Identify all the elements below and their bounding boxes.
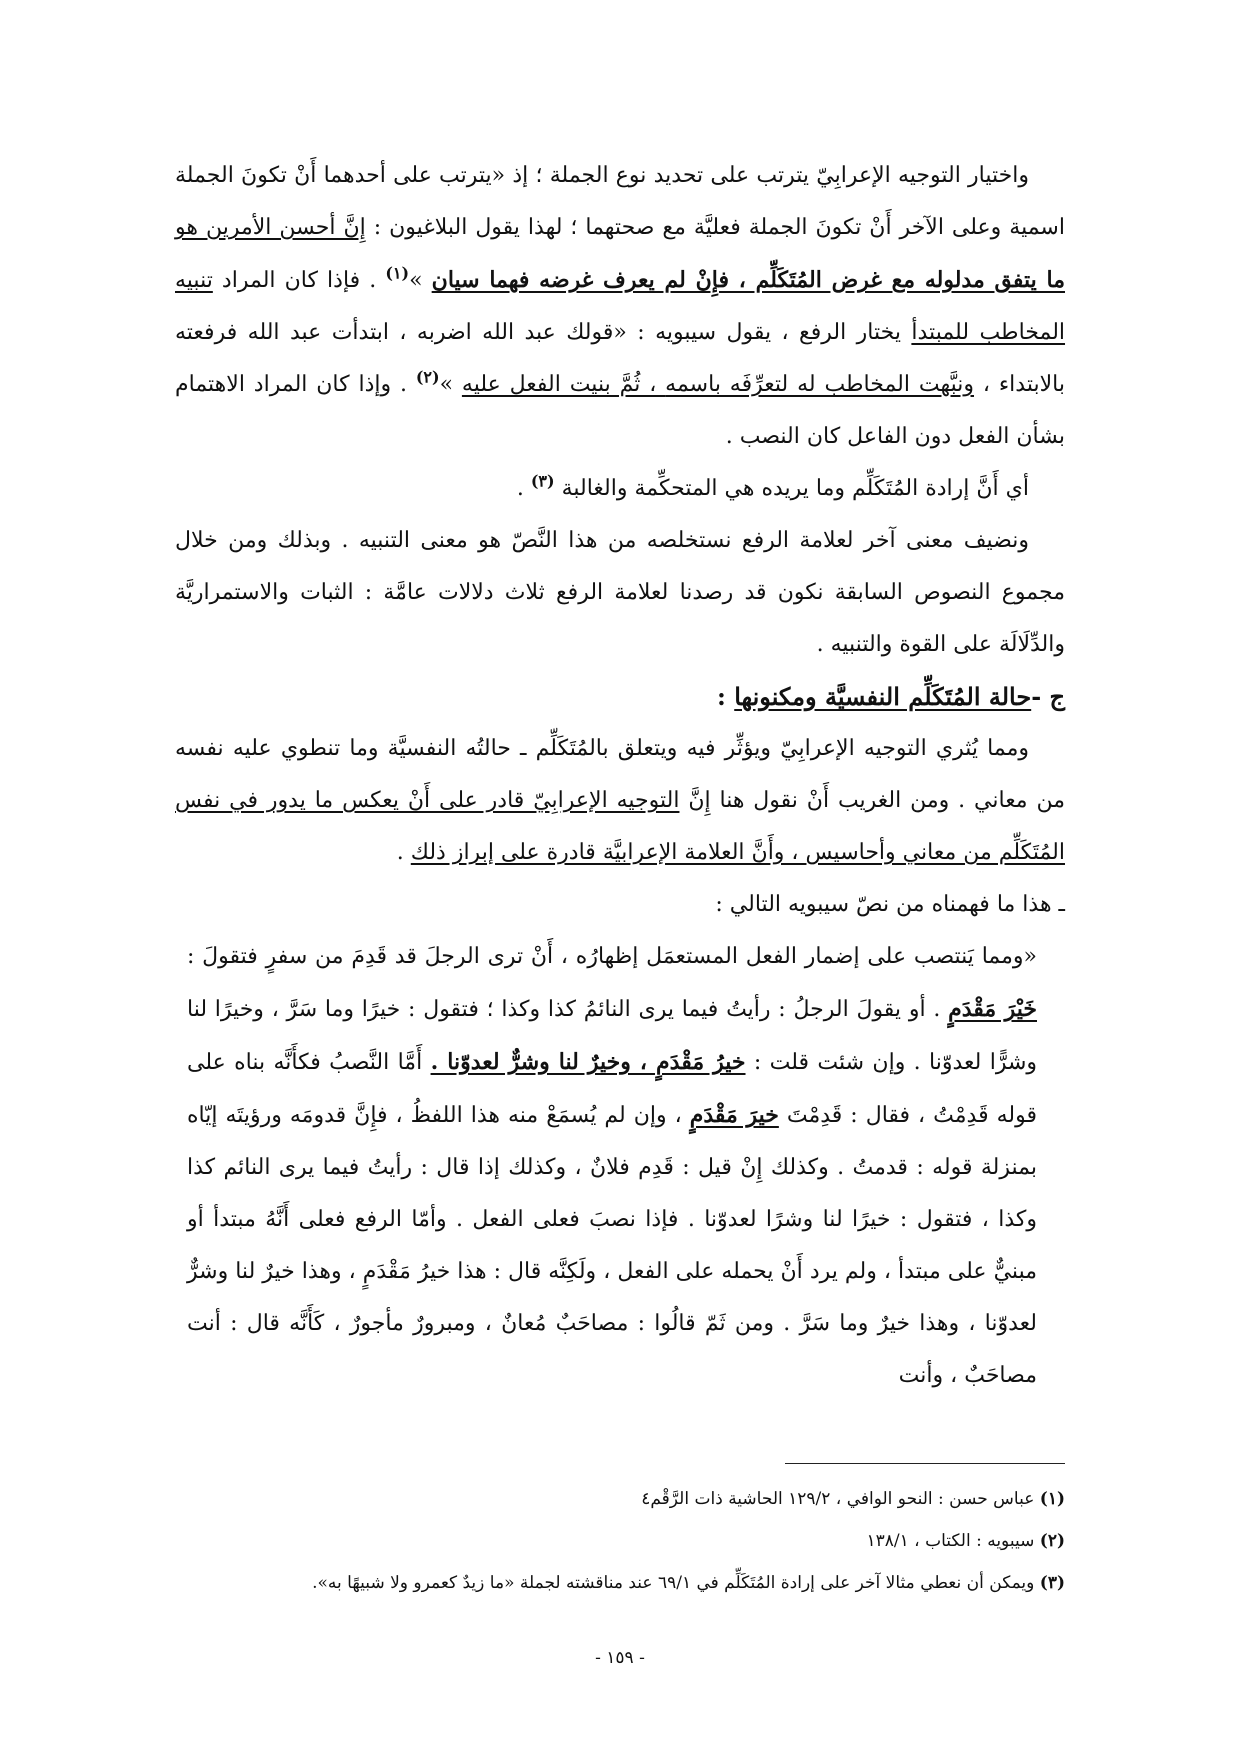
paragraph-4 <box>175 723 1065 879</box>
quote-text-g: ، وإن لم يُسمَعْ منه هذا اللفظُ ، فإِنَّ قدومَه ورؤيتَه إيّاه بمنزلة قوله : قدمتُ . وكذلك إِنْ قيل : قَدِم فلانٌ ، وكذلك إذا قال : رأيتُ فيما يرى النائم كذا وكذا ، فتقول : خيرًا لنا وشرًا لعدوّنا . فإذا نصبَ فعلى الفعل . وأمّا الرفع فعلى أَنَّهُ مبتدأ أو مبنيٌّ على مبتدأ ، ولم يرد أَنْ يحمله على الفعل ، ولَكِنَّه قال : هذا خيرُ مَقْدَمٍ ، وهذا خيرٌ لنا وشرٌّ لعدوّنا ، وهذا خيرٌ وما سَرَّ . ومن ثَمّ قالُوا : مصاحَبٌ مُعانٌ ، ومبرورٌ مأجورٌ ، كَأَنَّه قال : أنت مصاحَبٌ ، وأنت <box>187 1103 1037 1388</box>
p1-underlined-phrase: إِنَّ أحسن الأمرين هو <box>175 215 366 240</box>
paragraph-2 <box>175 463 1065 515</box>
main-text <box>175 150 1065 1402</box>
footnote-divider <box>785 1463 1065 1464</box>
section-heading <box>175 671 1065 723</box>
p1-text-g: يختار الرفع ، يقول سيبويه : «قولك عبد الله اضربه ، ابتدأت عبد الله فرفعته بالابتداء ، <box>175 320 1065 397</box>
p1-quote-close: » <box>409 268 432 293</box>
p1-text-a: واختيار التوجيه الإعرابِيّ يترتب على تحديد نوع الجملة ؛ إذ «يترتب على أحدهما أَنْ تكونَ الجملة اسمية وعلى الآخر أَنْ تكونَ الجملة فعليَّة مع صحتهما ؛ لهذا يقول البلاغيون : <box>175 163 1065 240</box>
p4-text-a: ومما يُثري التوجيه الإعرابِيّ ويؤثِّر فيه ويتعلق بالمُتَكَلِّم ـ حالتُه النفسيَّة وما تنطوي عليه نفسه من معاني . ومن الغريب أَنْ نقول هنا إِنَّ <box>175 736 1066 813</box>
footnote-2 <box>175 1520 1065 1562</box>
quote-bold-d: خيرُ مَقْدَمٍ ، وخيرٌ لنا وشرٌّ لعدوّنا . <box>430 1049 746 1075</box>
paragraph-3: ونضيف معنى آخر لعلامة الرفع نستخلصه من هذا النَّصّ هو معنى التنبيه . وبذلك ومن خلال مجموع النصوص السابقة نكون قد رصدنا لعلامة الرفع ثلاث دلالات عامَّة : الثبات والاستمراريَّة والدِّلَالَة على القوة والتنبيه . <box>175 528 1065 657</box>
sibawayh-quote <box>187 931 1037 1402</box>
quote-text-e: أَمَّا النَّصبُ فكأَنَّه بناه على قوله قَدِمْتُ ، فقال : قَدِمْتَ <box>187 1050 1037 1128</box>
quote-bold-f: خيرَ مَقْدَمٍ <box>689 1102 779 1128</box>
section-heading-suffix: : <box>717 682 735 711</box>
p4-end: . <box>396 840 411 865</box>
page-number: - ١٥٩ - <box>595 1648 645 1668</box>
quote-bold-b: خَيْرَ مَقْدَمٍ <box>948 996 1037 1022</box>
p1-underlined-phrase-3: ونبَّهت المخاطب له لتعرِّفَه باسمه <box>665 372 974 397</box>
footnote-ref-2[interactable]: (٢) <box>415 367 440 387</box>
footnotes <box>175 1478 1065 1604</box>
footnote-1-number: (١) <box>1039 1489 1065 1509</box>
p1-underlined-phrase-2: تنبيه المخاطب للمبتدأ <box>175 268 1066 345</box>
paragraph-1 <box>175 150 1065 463</box>
footnote-2-number: (٢) <box>1039 1531 1065 1551</box>
p1-text-k: . وإذا كان المراد الاهتمام بشأن الفعل دون الفاعل كان النصب . <box>175 372 1065 449</box>
p4-underlined-phrase: التوجيه الإعرابِيّ قادر على أَنْ يعكس ما يدور في نفس المُتَكَلِّم من معاني وأحاسيس ، وأَنَّ العلامة الإعرابيَّة قادرة على إبراز ذلك <box>175 788 1065 865</box>
footnote-3-text: ويمكن أن نعطي مثالا آخر على إرادة المُتَكَلِّم في ٦٩/١ عند مناقشته لجملة «ما زيدٌ كعمرو ولا شبيهًا به». <box>312 1573 1040 1593</box>
p1-underlined-phrase-4: ، ثُمَّ بنيت الفعل عليه <box>461 372 666 397</box>
footnote-3-number: (٣) <box>1039 1573 1065 1593</box>
p2-end: . <box>516 476 531 501</box>
footnote-1 <box>175 1478 1065 1520</box>
footnote-ref-3[interactable]: (٣) <box>530 471 555 491</box>
paragraph-5: ـ هذا ما فهمناه من نصّ سيبويه التالي : <box>715 892 1065 917</box>
p1-bold-quote: ما يتفق مدلوله مع غرض المُتَكَلِّم ، فإِنْ لم يعرف غرضه فهما سيان <box>431 267 1065 293</box>
footnote-2-text: سيبويه : الكتاب ، ١٣٨/١ <box>866 1531 1040 1551</box>
p1-quote-close-2: » <box>439 372 462 397</box>
p2-text: أي أَنَّ إرادة المُتَكَلِّم وما يريده هي المتحكِّمة والغالبة <box>561 476 1029 501</box>
section-heading-prefix: ج - <box>1031 682 1065 711</box>
section-heading-title: حالة المُتَكَلِّم النفسيَّة ومكنونها <box>734 682 1032 711</box>
quote-text-a: «ومما يَنتصب على إضمار الفعل المستعمَل إظهارُه ، أَنْ ترى الرجلَ قد قَدِمَ من سفرٍ فتقولَ : <box>187 944 1037 969</box>
p1-text-e: . فإذا كان المراد <box>212 268 386 293</box>
quote-text-c: . أو يقولَ الرجلُ : رأيتُ فيما يرى النائمُ كذا وكذا ؛ فتقول : خيرًا وما سَرَّ ، وخيرًا لنا وشرًّا لعدوّنا . وإن شئت قلت : <box>187 997 1038 1075</box>
footnote-ref-1[interactable]: (١) <box>385 263 410 283</box>
footnote-3 <box>175 1562 1065 1604</box>
footnote-1-text: عباس حسن : النحو الوافي ، ١٢٩/٢ الحاشية ذات الرَّقْم٤ <box>641 1489 1040 1509</box>
